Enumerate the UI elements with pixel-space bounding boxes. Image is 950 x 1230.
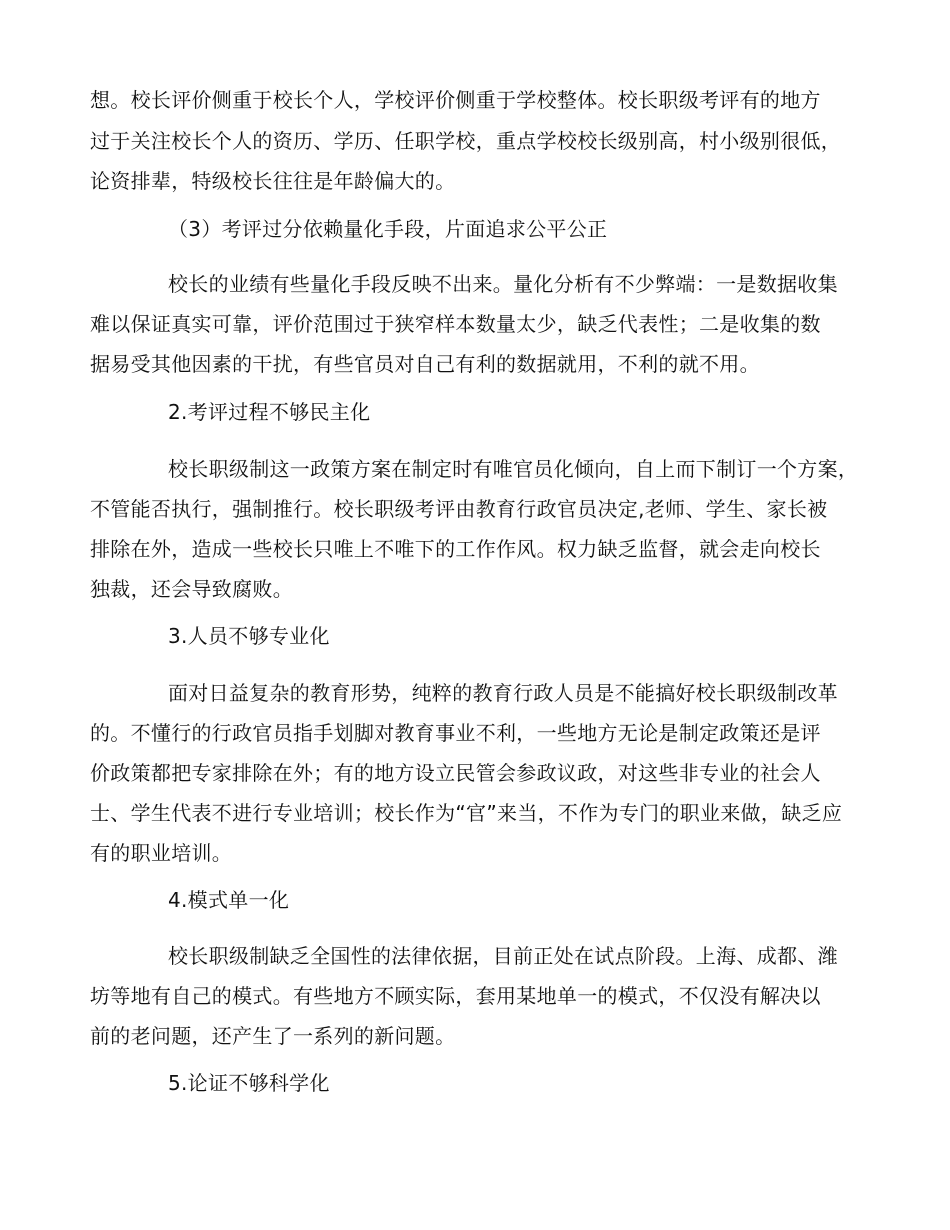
- text-line: 想。校长评价侧重于校长个人，学校评价侧重于学校整体。校长职级考评有的地方: [90, 88, 821, 112]
- section-heading: 5.论证不够科学化: [168, 1071, 330, 1095]
- text-line: 排除在外，造成一些校长只唯上不唯下的工作作风。权力缺乏监督，就会走向校长: [90, 537, 821, 561]
- text-line: 价政策都把专家排除在外；有的地方设立民管会参政议政，对这些非专业的社会人: [90, 761, 821, 785]
- text-line: 士、学生代表不进行专业培训；校长作为“官”来当，不作为专门的职业来做，缺乏应: [90, 801, 843, 825]
- text-line: 的。不懂行的行政官员指手划脚对教育事业不利，一些地方无论是制定政策还是评: [90, 721, 821, 745]
- text-line: 面对日益复杂的教育形势，纯粹的教育行政人员是不能搞好校长职级制改革: [168, 681, 838, 705]
- text-line: 坊等地有自己的模式。有些地方不顾实际，套用某地单一的模式，不仅没有解决以: [90, 984, 821, 1008]
- text-line: 论资排辈，特级校长往往是年龄偏大的。: [90, 169, 456, 193]
- text-line: 据易受其他因素的干扰，有些官员对自己有利的数据就用，不利的就不用。: [90, 352, 760, 376]
- text-line: 前的老问题，还产生了一系列的新问题。: [90, 1024, 456, 1048]
- section-heading: 2.考评过程不够民主化: [168, 400, 371, 424]
- text-line: 校长职级制缺乏全国性的法律依据，目前正处在试点阶段。上海、成都、潍: [168, 944, 838, 968]
- text-line: 过于关注校长个人的资历、学历、任职学校，重点学校校长级别高，村小级别很低，: [90, 129, 842, 153]
- text-line: 难以保证真实可靠，评价范围过于狭窄样本数量太少，缺乏代表性；二是收集的数: [90, 312, 821, 336]
- section-heading: 4.模式单一化: [168, 888, 290, 912]
- text-line: 独裁，还会导致腐败。: [90, 577, 293, 601]
- text-line: 校长的业绩有些量化手段反映不出来。量化分析有不少弊端：一是数据收集: [168, 272, 838, 296]
- text-line: 有的职业培训。: [90, 841, 233, 865]
- section-heading: 3.人员不够专业化: [168, 624, 330, 648]
- text-line: 校长职级制这一政策方案在制定时有唯官员化倾向，自上而下制订一个方案，: [168, 457, 859, 481]
- text-line: 不管能否执行，强制推行。校长职级考评由教育行政官员决定,老师、学生、家长被: [90, 497, 828, 521]
- section-heading: （3）考评过分依赖量化手段，片面追求公平公正: [168, 217, 608, 241]
